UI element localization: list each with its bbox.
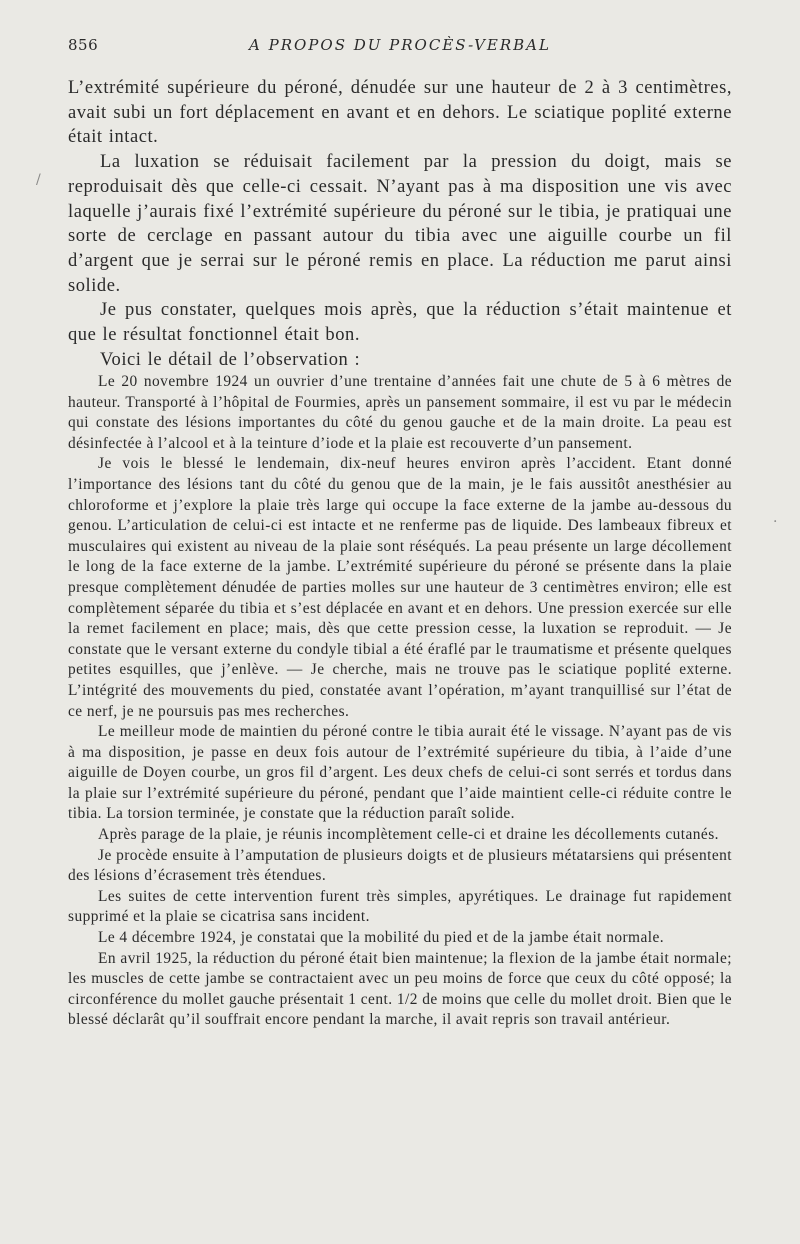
observation-paragraph: En avril 1925, la réduction du péroné était bien maintenue; la flexion de la jambe était normale; les muscles de cette jambe se contractaient avec un peu moins de force que ceux du côté opposé; la circonférence du mollet gauche présentait 1 cent. 1/2 de moins que celle du mollet droit. Bien que le blessé déclarât qu’il souffrait encore pendant la marche, il avait repris son travail antérieur. [68,949,732,1029]
observation-text [68,372,732,1031]
observation-paragraph: Après parage de la plaie, je réunis incomplètement celle-ci et draine les décollements cutanés. [98,826,719,844]
intro-paragraph: Je pus constater, quelques mois après, que la réduction s’était maintenue et que le résultat fonctionnel était bon. [68,300,732,346]
observation-paragraph: Je vois le blessé le lendemain, dix-neuf heures environ après l’accident. Etant donné l’importance des lésions tant du côté du genou que de la main, je le fais aussitôt anesthésier au chloroforme et j’explore la plaie très large qui occupe la face externe de la jambe au-dessous du genou. L’articulation de celui-ci est intacte et ne renferme pas de liquide. Des lambeaux fibreux et musculaires qui existent au niveau de la plaie sont réséqués. La peau présente un large décollement le long de la face externe de la jambe. L’extrémité supérieure du péroné se présente dans la plaie presque complètement dénudée de parties molles sur une hauteur de 3 centimètres environ; elle est complètement séparée du tibia et s’est déplacée en avant et en dehors. Une pression exercée sur elle la remet facilement en place; mais, dès que cette pression cesse, la luxation se reproduit. — Je constate que le versant externe du condyle tibial a été éraflé par le traumatisme et présente quelques petites esquilles, que j’enlève. — Je cherche, mais ne trouve pas le sciatique poplité externe. L’intégrité des mouvements du pied, constatée avant l’opération, m’ayant tranquillisé sur l’état de ce nerf, je ne poursuis pas mes recherches. [68,455,732,720]
observation-paragraph: Je procède ensuite à l’amputation de plusieurs doigts et de plusieurs métatarsiens qui présentent des lésions d’écrasement très étendues. [68,846,732,885]
paper-speck: · [773,514,778,530]
observation-paragraph: Le 4 décembre 1924, je constatai que la mobilité du pied et de la jambe était normale. [98,929,665,947]
intro-paragraph: L’extrémité supérieure du péroné, dénudée sur une hauteur de 2 à 3 centimètres, avait subi un fort déplacement en avant et en dehors. Le sciatique poplité externe était intact. [68,78,732,148]
paper-speck: / [36,172,41,188]
page-header [68,36,732,60]
page-number: 856 [68,36,99,54]
observation-paragraph: Les suites de cette intervention furent très simples, apyrétiques. Le drainage fut rapidement supprimé et la plaie se cicatrisa sans incident. [68,887,732,926]
intro-paragraph: La luxation se réduisait facilement par la pression du doigt, mais se reproduisait dès que celle-ci cessait. N’ayant pas à ma disposition une vis avec laquelle j’aurais fixé l’extrémité supérieure du péroné sur le tibia, je pratiquai une sorte de cerclage en passant autour du tibia avec une aiguille courbe un fil d’argent que je serrai sur le péroné remis en place. La réduction me parut ainsi solide. [68,152,732,296]
intro-paragraph: Voici le détail de l’observation : [100,349,361,370]
running-title: A PROPOS DU PROCÈS-VERBAL [249,36,551,54]
observation-paragraph: Le 20 novembre 1924 un ouvrier d’une trentaine d’années fait une chute de 5 à 6 mètres de hauteur. Transporté à l’hôpital de Fourmies, après un pansement sommaire, il est vu par le médecin qui constate des lésions importantes du côté du genou gauche et de la main droite. La peau est désinfectée à l’alcool et à la teinture d’iode et la plaie est recouverte d’un pansement. [68,373,732,452]
intro-text [68,76,732,372]
observation-paragraph: Le meilleur mode de maintien du péroné contre le tibia aurait été le vissage. N’ayant pas de vis à ma disposition, je passe en deux fois autour de l’extrémité supérieure du tibia, à l’aide d’une aiguille de Doyen courbe, un gros fil d’argent. Les deux chefs de celui-ci sont serrés et tordus dans la plaie sur l’extrémité supérieure du péroné, pendant que l’aide maintient celle-ci réduite contre le tibia. La torsion terminée, je constate que la réduction paraît solide. [68,723,732,823]
